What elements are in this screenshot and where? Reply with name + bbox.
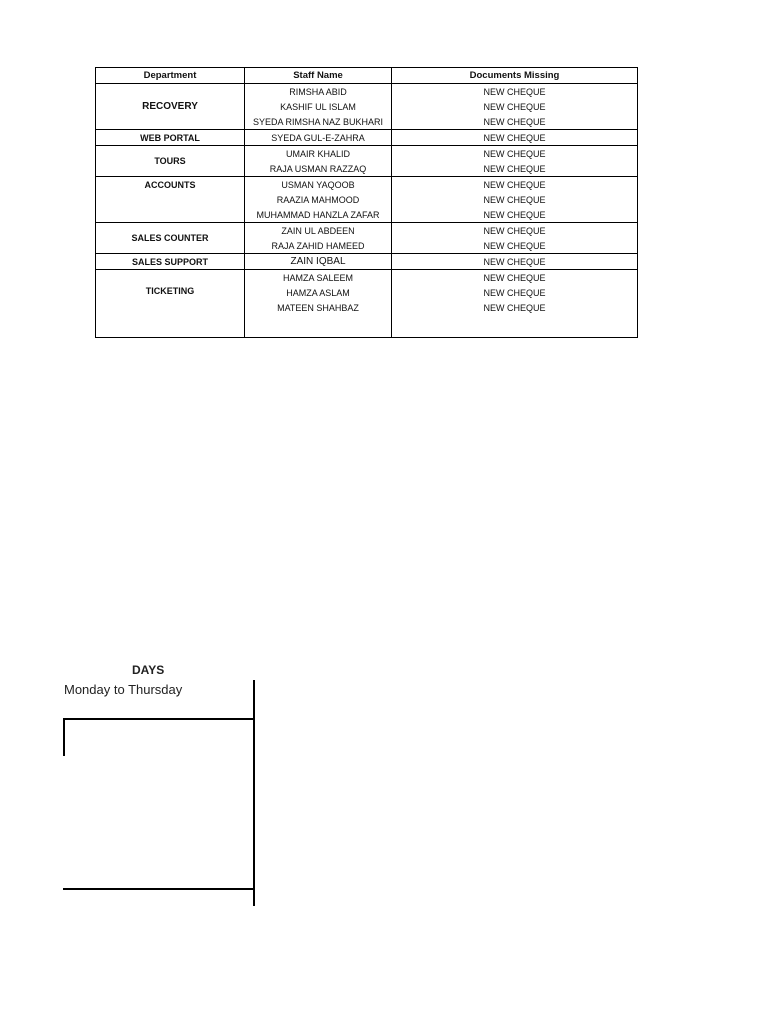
missing-documents-table	[95, 67, 638, 338]
table-row	[96, 223, 638, 239]
days-value: Monday to Thursday	[64, 682, 183, 697]
document-cell: NEW CHEQUE	[392, 177, 638, 193]
document-cell: NEW CHEQUE	[392, 207, 638, 223]
staff-name-cell: MUHAMMAD HANZLA ZAFAR	[245, 207, 392, 223]
table-row	[96, 270, 638, 286]
staff-name-cell: MATEEN SHAHBAZ	[245, 300, 392, 315]
document-cell: NEW CHEQUE	[392, 300, 638, 315]
document-cell: NEW CHEQUE	[392, 114, 638, 130]
department-cell: RECOVERY	[96, 84, 245, 130]
department-cell: WEB PORTAL	[96, 130, 245, 146]
header-documents-missing: Documents Missing	[392, 68, 638, 84]
empty-cell	[392, 315, 638, 338]
table-row	[96, 146, 638, 162]
empty-cell	[245, 315, 392, 338]
department-cell: TICKETING	[96, 270, 245, 338]
document-cell: NEW CHEQUE	[392, 130, 638, 146]
department-cell: SALES SUPPORT	[96, 254, 245, 270]
staff-name-cell: ZAIN UL ABDEEN	[245, 223, 392, 239]
staff-name-cell: RAJA ZAHID HAMEED	[245, 238, 392, 254]
staff-name-cell: HAMZA ASLAM	[245, 285, 392, 300]
staff-name-cell: KASHIF UL ISLAM	[245, 99, 392, 114]
header-staff-name: Staff Name	[245, 68, 392, 84]
staff-name-cell: HAMZA SALEEM	[245, 270, 392, 286]
staff-name-cell: RIMSHA ABID	[245, 84, 392, 100]
days-title: DAYS	[132, 663, 165, 677]
document-cell: NEW CHEQUE	[392, 223, 638, 239]
staff-name-cell: RAJA USMAN RAZZAQ	[245, 161, 392, 177]
document-cell: NEW CHEQUE	[392, 146, 638, 162]
department-cell: TOURS	[96, 146, 245, 177]
table-row	[96, 84, 638, 100]
days-top-rule	[63, 718, 254, 720]
document-cell: NEW CHEQUE	[392, 270, 638, 286]
document-cell: NEW CHEQUE	[392, 192, 638, 207]
document-cell: NEW CHEQUE	[392, 254, 638, 270]
table-row	[96, 254, 638, 270]
department-cell: ACCOUNTS	[96, 177, 245, 223]
staff-name-cell: RAAZIA MAHMOOD	[245, 192, 392, 207]
department-cell: SALES COUNTER	[96, 223, 245, 254]
staff-name-cell: SYEDA RIMSHA NAZ BUKHARI	[245, 114, 392, 130]
table-header-row	[96, 68, 638, 84]
document-cell: NEW CHEQUE	[392, 99, 638, 114]
document-cell: NEW CHEQUE	[392, 84, 638, 100]
table-row	[96, 130, 638, 146]
staff-name-cell: USMAN YAQOOB	[245, 177, 392, 193]
header-department: Department	[96, 68, 245, 84]
days-left-tick	[63, 718, 65, 756]
staff-name-cell: ZAIN IQBAL	[245, 254, 392, 270]
document-cell: NEW CHEQUE	[392, 161, 638, 177]
days-vertical-divider	[253, 680, 255, 906]
days-bottom-rule	[63, 888, 254, 890]
document-cell: NEW CHEQUE	[392, 285, 638, 300]
staff-name-cell: SYEDA GUL-E-ZAHRA	[245, 130, 392, 146]
document-cell: NEW CHEQUE	[392, 238, 638, 254]
staff-name-cell: UMAIR KHALID	[245, 146, 392, 162]
table-row	[96, 177, 638, 193]
